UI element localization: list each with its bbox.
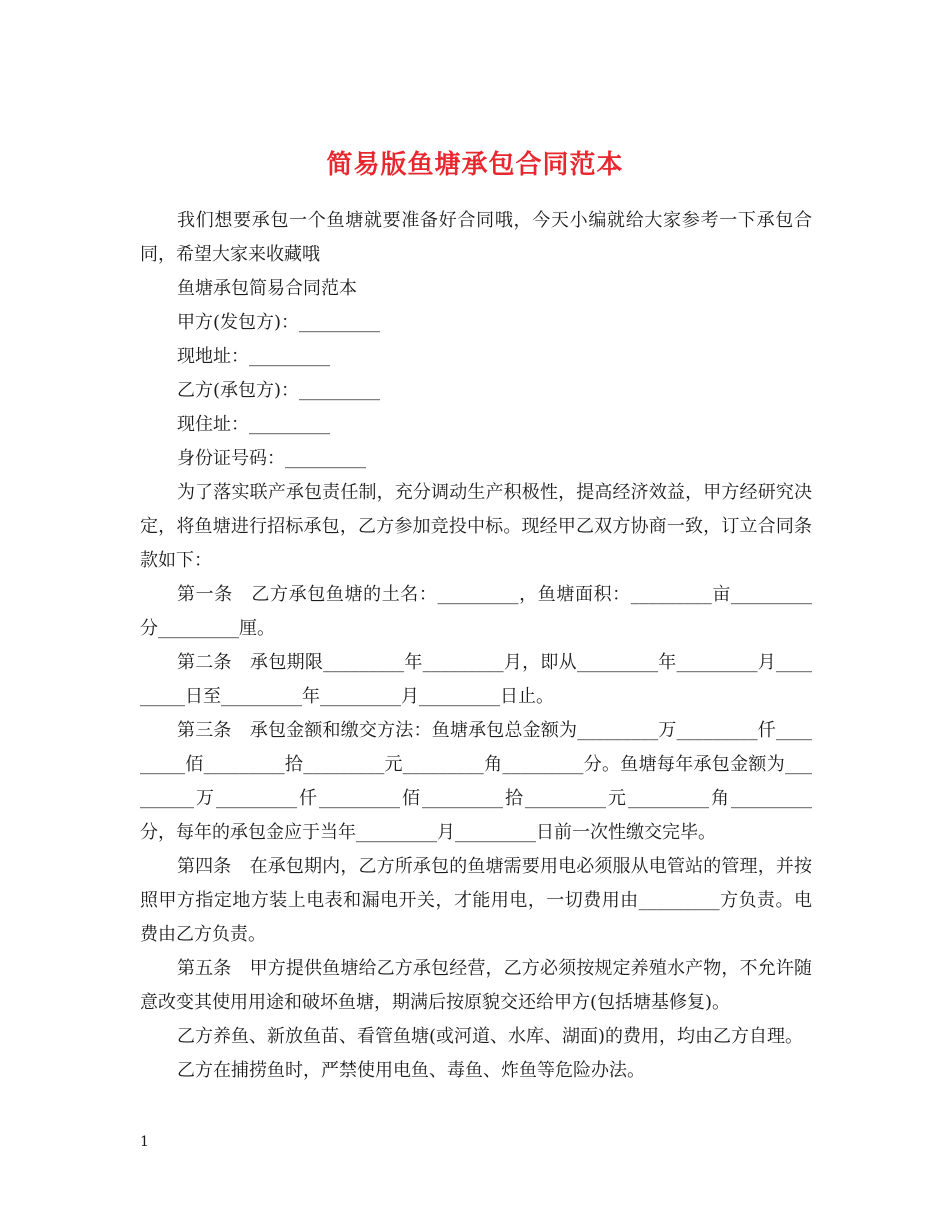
contract-heading: 鱼塘承包简易合同范本 [177, 278, 357, 299]
article-2-paragraph: 第二条 承包期限_________年_________月，即从_________年_________月_________日至_________年_________月_________日止。 [140, 652, 812, 707]
party-a-line: 甲方(发包方)：_________ [177, 312, 381, 333]
document-body [140, 204, 812, 1088]
party-b-address-line: 现住址：_________ [177, 414, 330, 435]
preamble-paragraph: 为了落实联产承包责任制，充分调动生产积极性，提高经济效益，甲方经研究决定，将鱼塘进行招标承包，乙方参加竞投中标。现经甲乙双方协商一致，订立合同条款如下： [140, 482, 812, 571]
page-number: 1 [140, 1134, 149, 1150]
fish-farming-cost-paragraph: 乙方养鱼、新放鱼苗、看管鱼塘(或河道、水库、湖面)的费用，均由乙方自理。 [177, 1026, 804, 1047]
article-4-paragraph: 第四条 在承包期内，乙方所承包的鱼塘需要用电必须服从电管站的管理，并按照甲方指定地方装上电表和漏电开关，才能用电，一切费用由_________方负责。电费由乙方负责。 [140, 856, 812, 945]
article-1-paragraph: 第一条 乙方承包鱼塘的土名：_________，鱼塘面积：_________亩_________分_________厘。 [140, 584, 812, 639]
article-5-paragraph: 第五条 甲方提供鱼塘给乙方承包经营，乙方必须按规定养殖水产物，不允许随意改变其使用用途和破坏鱼塘，期满后按原貌交还给甲方(包括塘基修复)。 [140, 958, 812, 1013]
fishing-method-paragraph: 乙方在捕捞鱼时，严禁使用电鱼、毒鱼、炸鱼等危险办法。 [177, 1060, 645, 1081]
party-b-line: 乙方(承包方)：_________ [177, 380, 381, 401]
document-title: 简易版鱼塘承包合同范本 [326, 150, 624, 181]
article-3-paragraph: 第三条 承包金额和缴交方法：鱼塘承包总金额为_________万_________仟_________佰_________拾_________元_________角_________分。鱼塘每年承包金额为_________万_________仟_________佰_________拾_________元_________角_________分，每年的承包金应于当年_________月_________日前一次性缴交完毕。 [140, 720, 812, 843]
id-number-line: 身份证号码：_________ [177, 448, 366, 469]
intro-paragraph: 我们想要承包一个鱼塘就要准备好合同哦，今天小编就给大家参考一下承包合同，希望大家来收藏哦 [140, 210, 812, 265]
party-a-address-line: 现地址：_________ [177, 346, 330, 367]
